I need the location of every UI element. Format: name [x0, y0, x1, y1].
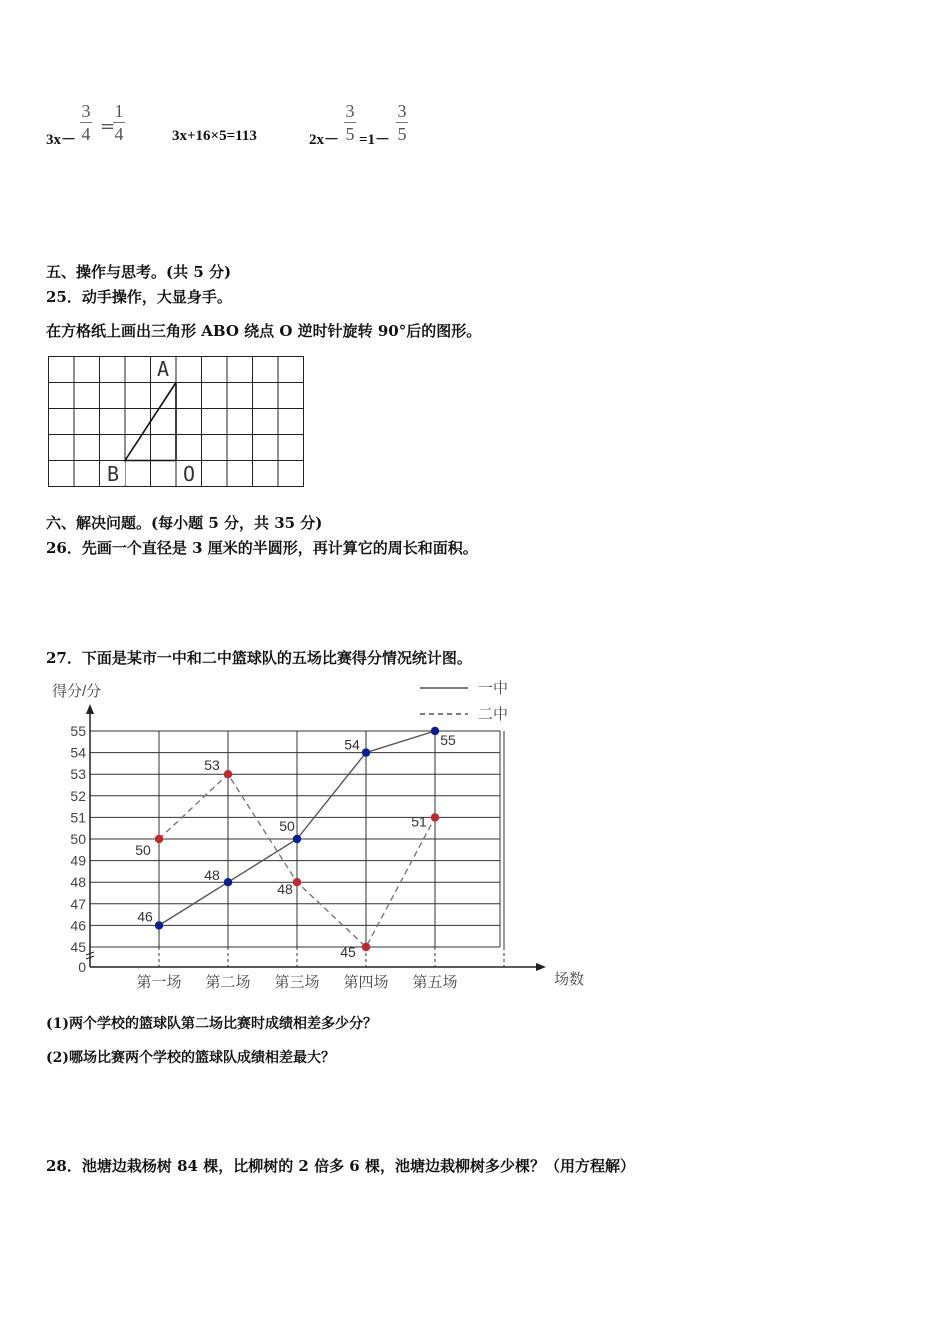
q27-sub1: (1)两个学校的篮球队第二场比赛时成绩相差多少分？	[46, 1016, 377, 1032]
x-category-labels	[136, 974, 457, 991]
y-tick-labels	[70, 723, 86, 975]
q27-sub2: (2)哪场比赛两个学校的篮球队成绩相差最大？	[46, 1050, 335, 1066]
q25-title: 25．动手操作，大显身手。	[46, 288, 232, 306]
data-label-2: 53	[204, 757, 220, 774]
x-axis-arrow	[536, 963, 546, 971]
y-tick-label: 52	[70, 787, 86, 804]
x-axis-label: 场数	[554, 971, 585, 988]
legend-label-2: 二中	[478, 706, 509, 723]
legend-label-1: 一中	[478, 680, 509, 697]
y-tick-label: 48	[70, 874, 86, 891]
y-tick-label: 50	[70, 831, 86, 847]
data-point-2	[431, 813, 439, 821]
eq3-mid: =1－	[359, 132, 391, 148]
y-tick-label: 53	[70, 766, 86, 783]
legend	[420, 680, 508, 723]
x-category-label: 第五场	[412, 974, 458, 991]
eq3-fraction-1: 3 5	[345, 101, 355, 144]
x-category-label: 第四场	[343, 974, 389, 991]
y-tick-label: 51	[70, 809, 86, 826]
label-a: A	[156, 357, 170, 381]
label-o: O	[182, 462, 196, 486]
data-label-1: 50	[279, 818, 295, 834]
q28: 28．池塘边栽杨树 84 棵，比柳树的 2 倍多 6 棵，池塘边栽柳树多少棵？（用方程解）	[46, 1157, 635, 1175]
data-point-2	[293, 878, 301, 886]
q25-text: 在方格纸上画出三角形 ABO 绕点 O 逆时针旋转 90°后的图形。	[46, 322, 482, 340]
data-point-1	[155, 921, 163, 929]
eq1-lead: 3x－	[46, 132, 77, 148]
chart-axes	[86, 704, 546, 971]
eq1-fraction-2: 1 4	[114, 101, 124, 144]
data-label-1: 48	[204, 867, 220, 884]
label-b: B	[106, 462, 120, 486]
eq3-lead: 2x－	[309, 132, 340, 148]
data-point-1	[293, 835, 301, 843]
data-label-2: 45	[340, 944, 356, 960]
y-axis-label: 得分/分	[52, 683, 102, 700]
section5-heading: 五、操作与思考。(共 5 分)	[46, 263, 232, 281]
section6-heading: 六、解决问题。(每小题 5 分，共 35 分)	[46, 514, 323, 532]
y-tick-label: 49	[70, 852, 86, 869]
data-point-1	[362, 748, 370, 756]
data-point-2	[155, 835, 163, 843]
data-label-1: 54	[344, 736, 360, 753]
chart-grid	[90, 731, 504, 967]
data-label-2: 48	[277, 881, 293, 898]
y-tick-label: 47	[70, 895, 86, 912]
data-label-1: 55	[440, 732, 456, 748]
data-point-2	[224, 770, 232, 778]
q26: 26．先画一个直径是 3 厘米的半圆形，再计算它的周长和面积。	[46, 539, 478, 557]
y-tick-label: 55	[70, 723, 86, 739]
x-category-label: 第一场	[136, 974, 182, 991]
data-label-1: 46	[137, 908, 153, 925]
score-line-chart	[40, 674, 610, 1004]
eq1-equals: =	[100, 116, 116, 137]
q27: 27．下面是某市一中和二中篮球队的五场比赛得分情况统计图。	[46, 649, 472, 667]
y-tick-label: 45	[70, 939, 86, 955]
y-tick-label: 46	[70, 917, 86, 934]
data-label-2: 50	[135, 842, 151, 858]
x-category-label: 第三场	[274, 974, 320, 991]
eq3-fraction-2: 3 5	[397, 101, 407, 144]
data-point-1	[224, 878, 232, 886]
data-label-2: 51	[411, 813, 427, 830]
data-point-1	[431, 727, 439, 735]
y-tick-label: 0	[78, 959, 86, 975]
equation-2: 3x+16×5=113	[172, 128, 257, 144]
data-point-2	[362, 943, 370, 951]
y-axis-arrow	[86, 704, 94, 714]
rotation-grid	[46, 354, 308, 490]
y-tick-label: 54	[70, 744, 86, 761]
x-category-label: 第二场	[205, 974, 251, 991]
eq1-fraction-1: 3 4	[81, 101, 91, 144]
